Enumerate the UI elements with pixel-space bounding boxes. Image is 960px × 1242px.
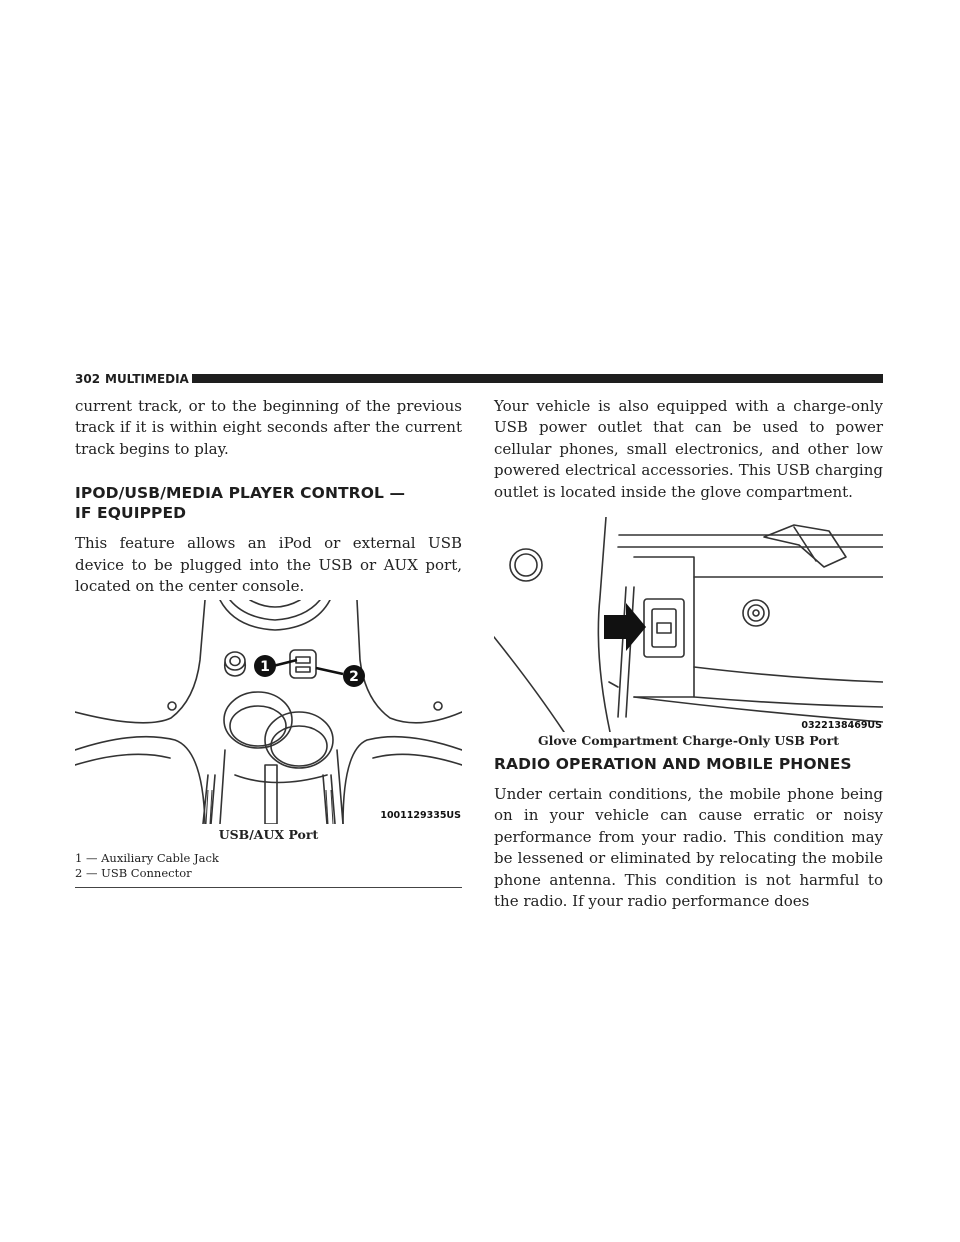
- legend-item: 2 — USB Connector: [75, 866, 192, 881]
- figure-usb-aux-port: [75, 600, 462, 824]
- usb-aux-illustration: [75, 600, 462, 824]
- figure-caption: USB/AUX Port: [218, 827, 319, 843]
- page-header: [75, 371, 883, 387]
- body-paragraph-radio: Under certain conditions, the mobile phone being on in your vehicle can cause erratic or noisy performance from your radio. This condition may be lessened or eliminated by relocating the mobile phone antenna. This condition is not harmful to the radio. If your radio performance does: [494, 785, 883, 911]
- figure-bottom-rule: [75, 887, 462, 888]
- heading-line-2: IF EQUIPPED: [75, 504, 187, 523]
- legend-item: 1 — Auxiliary Cable Jack: [75, 851, 219, 866]
- figure-glove-compartment: [494, 517, 883, 732]
- image-code: 0322138469US: [801, 720, 882, 732]
- left-column: [75, 396, 462, 888]
- heading-line-1: IPOD/USB/MEDIA PLAYER CONTROL —: [75, 484, 406, 503]
- body-paragraph-charge-usb: Your vehicle is also equipped with a charge-only USB power outlet that can be used to power cellular phones, small electronics, and other low powered electrical accessories. This USB charging outlet is located inside the glove compartment.: [494, 397, 883, 501]
- page-number: 302: [75, 372, 101, 386]
- header-rule: [192, 374, 883, 383]
- section-heading-radio: RADIO OPERATION AND MOBILE PHONES: [494, 755, 852, 774]
- callout-1: 1: [260, 659, 270, 676]
- glove-compartment-illustration: [494, 517, 883, 732]
- section-title: MULTIMEDIA: [105, 372, 189, 386]
- image-code: 1001129335US: [380, 810, 461, 822]
- figure-caption: Glove Compartment Charge-Only USB Port: [538, 733, 839, 749]
- section-heading-ipod: [75, 483, 462, 523]
- figure-legend: [75, 851, 462, 881]
- body-paragraph-continued: current track, or to the beginning of the previous track if it is within eight seconds after the current track begins to play.: [75, 397, 462, 458]
- callout-2: 2: [349, 669, 359, 686]
- right-column: [494, 396, 883, 912]
- body-paragraph-ipod: This feature allows an iPod or external USB device to be plugged into the USB or AUX port, located on the center console.: [75, 534, 462, 596]
